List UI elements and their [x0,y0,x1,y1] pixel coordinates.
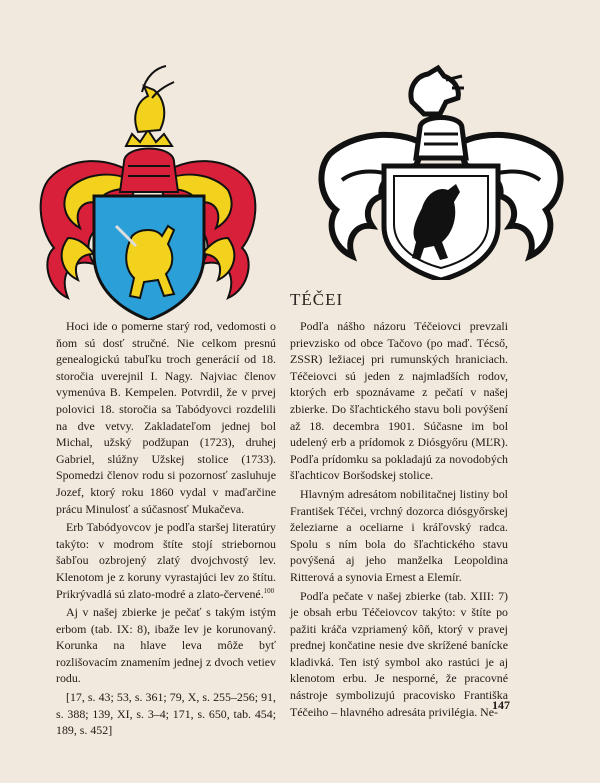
paragraph: Hlavným adresátom nobilitačnej listiny bol František Téčei, vrchný dozorca diósgyőrskej železiarne a oceliarne i kráľovský radca. Spolu s ním bola do šľachtického stavu povýšená aj jeho manželka Leopoldina Ritterová a synovia Ernest a Elemír. [290,486,508,584]
paragraph: Podľa nášho názoru Téčeiovci prevzali prievzisko od obce Tačovo (po maď. Técső, ZSSR) ležiacej pri rumunských hraniciach. Téčeiovci sú jeden z najmladších rodov, ktorých erb spoznávame z pečatí v našej zbierke. Do šľachtického stavu boli povýšení až 18. decembra 1901. Súčasne im bol udelený erb a prídomok z Diósgyőru (MĽR). Podľa prídomku sa pokladajú za novodobých šľachticov Boršodskej stolice. [290,319,508,483]
right-text-column [290,318,508,720]
paragraph: Erb Tabódyovcov je podľa staršej literatúry takýto: v modrom štíte stojí striebornou šabľou ozbrojený zlatý dvojchvostý lev. Klenotom je z koruny vyrastajúci lev zo štítu. Prikrývadlá sú zlato-modré a zlato-červené.$^{100}$ [56,520,276,601]
tabody-coat-of-arms [28,58,268,320]
paragraph: Hoci ide o pomerne starý rod, vedomosti o ňom sú dosť stručné. Nie celkom presnú genealogickú tabuľku troch generácií od 18. storočia uverejnil I. Nagy. Najviac členov vymenúva B. Kempelen. Potvrdil, že v prvej polovici 18. storočia sa Tabódyovci rozdelili na dve vetvy. Zakladateľom jednej bol Michal, užský podžupan (1723), druhej Gabriel, slúžny Užskej stolice (1733). Spomedzi členov rodu si pozornosť zasluhuje Jozef, ktorý roku 1860 vydal v maďarčine prácu Minulosť a súčasnosť Mukačeva. [56,319,276,516]
left-text-column [56,318,276,739]
paragraph: Aj v našej zbierke je pečať s takým istým erbom (tab. IX: 8), ibaže lev je korunovaný. Korunka na hlave leva môže byť rozlišovacím znamením jednej z dvoch vetiev rodu. [56,605,276,686]
paragraph: Podľa pečate v našej zbierke (tab. XIII: 7) je obsah erbu Téčeiovcov takýto: v štíte po pažiti kráča vzpriamený kôň, ktorý v pravej prednej končatine nesie dve skrížené banícke kladivká. Ten istý symbol ako rastúci je aj klenotom erbu. Je nesporné, že pracovné nástroje symbolizujú pracovisko Františka Téčeiho – hlavného adresáta privilégia. Ne- [290,588,508,719]
tecei-coat-of-arms [312,58,570,280]
page-number: 147 [492,698,510,712]
footnote-mark: 100 [263,586,275,595]
references: [17, s. 43; 53, s. 361; 79, X, s. 255–256; 91, s. 388; 139, XI, s. 3–4; 171, s. 650, tab. 454; 189, s. 452] [56,690,276,738]
section-heading: TÉČEI [290,290,344,309]
